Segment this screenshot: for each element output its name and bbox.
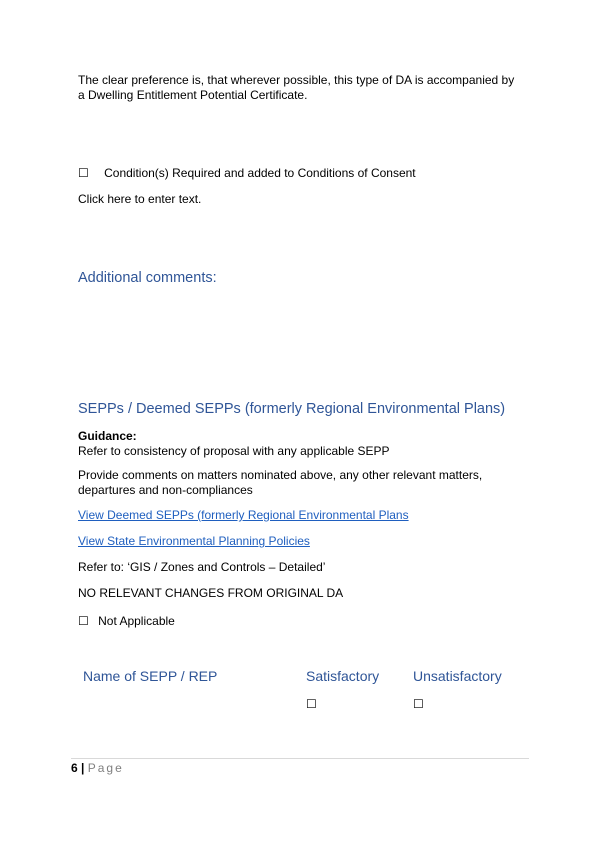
conditions-checkbox-row[interactable]	[78, 166, 416, 180]
guidance-label: Guidance:	[78, 429, 137, 443]
conditions-label: Condition(s) Required and added to Conditions of Consent	[104, 166, 416, 180]
guidance-line: Refer to consistency of proposal with any applicable SEPP	[78, 444, 390, 458]
intro-line-2: a Dwelling Entitlement Potential Certificate.	[78, 88, 308, 102]
guidance-block	[78, 429, 390, 459]
footer-divider	[71, 758, 529, 759]
no-changes-text: NO RELEVANT CHANGES FROM ORIGINAL DA	[78, 586, 344, 600]
page-footer	[71, 761, 124, 775]
table-header-unsatisfactory: Unsatisfactory	[413, 668, 502, 684]
footer-separator: |	[77, 761, 88, 775]
intro-line-1: The clear preference is, that wherever possible, this type of DA is accompanied by	[78, 73, 515, 87]
sepp-section-heading: SEPPs / Deemed SEPPs (formerly Regional Environmental Plans)	[78, 401, 506, 417]
not-applicable-checkbox[interactable]: ☐	[78, 614, 89, 628]
view-state-epp-link[interactable]: View State Environmental Planning Policies	[78, 534, 310, 548]
provide-line-2: departures and non-compliances	[78, 483, 253, 497]
click-here-placeholder[interactable]: Click here to enter text.	[78, 192, 202, 206]
not-applicable-label: Not Applicable	[98, 614, 175, 628]
page-word: Page	[87, 761, 124, 775]
unsatisfactory-checkbox[interactable]: ☐	[413, 697, 424, 711]
refer-to-text: Refer to: ‘GIS / Zones and Controls – Detailed’	[78, 560, 326, 574]
page-number: 6	[71, 761, 78, 775]
table-header-name: Name of SEPP / REP	[83, 668, 218, 684]
provide-comments-paragraph	[78, 468, 538, 498]
additional-comments-heading: Additional comments:	[78, 270, 217, 286]
conditions-checkbox[interactable]: ☐	[78, 166, 89, 180]
view-deemed-sepps-link[interactable]: View Deemed SEPPs (formerly Regional Environmental Plans	[78, 508, 409, 522]
table-header-satisfactory: Satisfactory	[306, 668, 380, 684]
satisfactory-checkbox[interactable]: ☐	[306, 697, 317, 711]
intro-paragraph	[78, 73, 538, 103]
provide-line-1: Provide comments on matters nominated above, any other relevant matters,	[78, 468, 483, 482]
not-applicable-row[interactable]	[78, 614, 175, 628]
